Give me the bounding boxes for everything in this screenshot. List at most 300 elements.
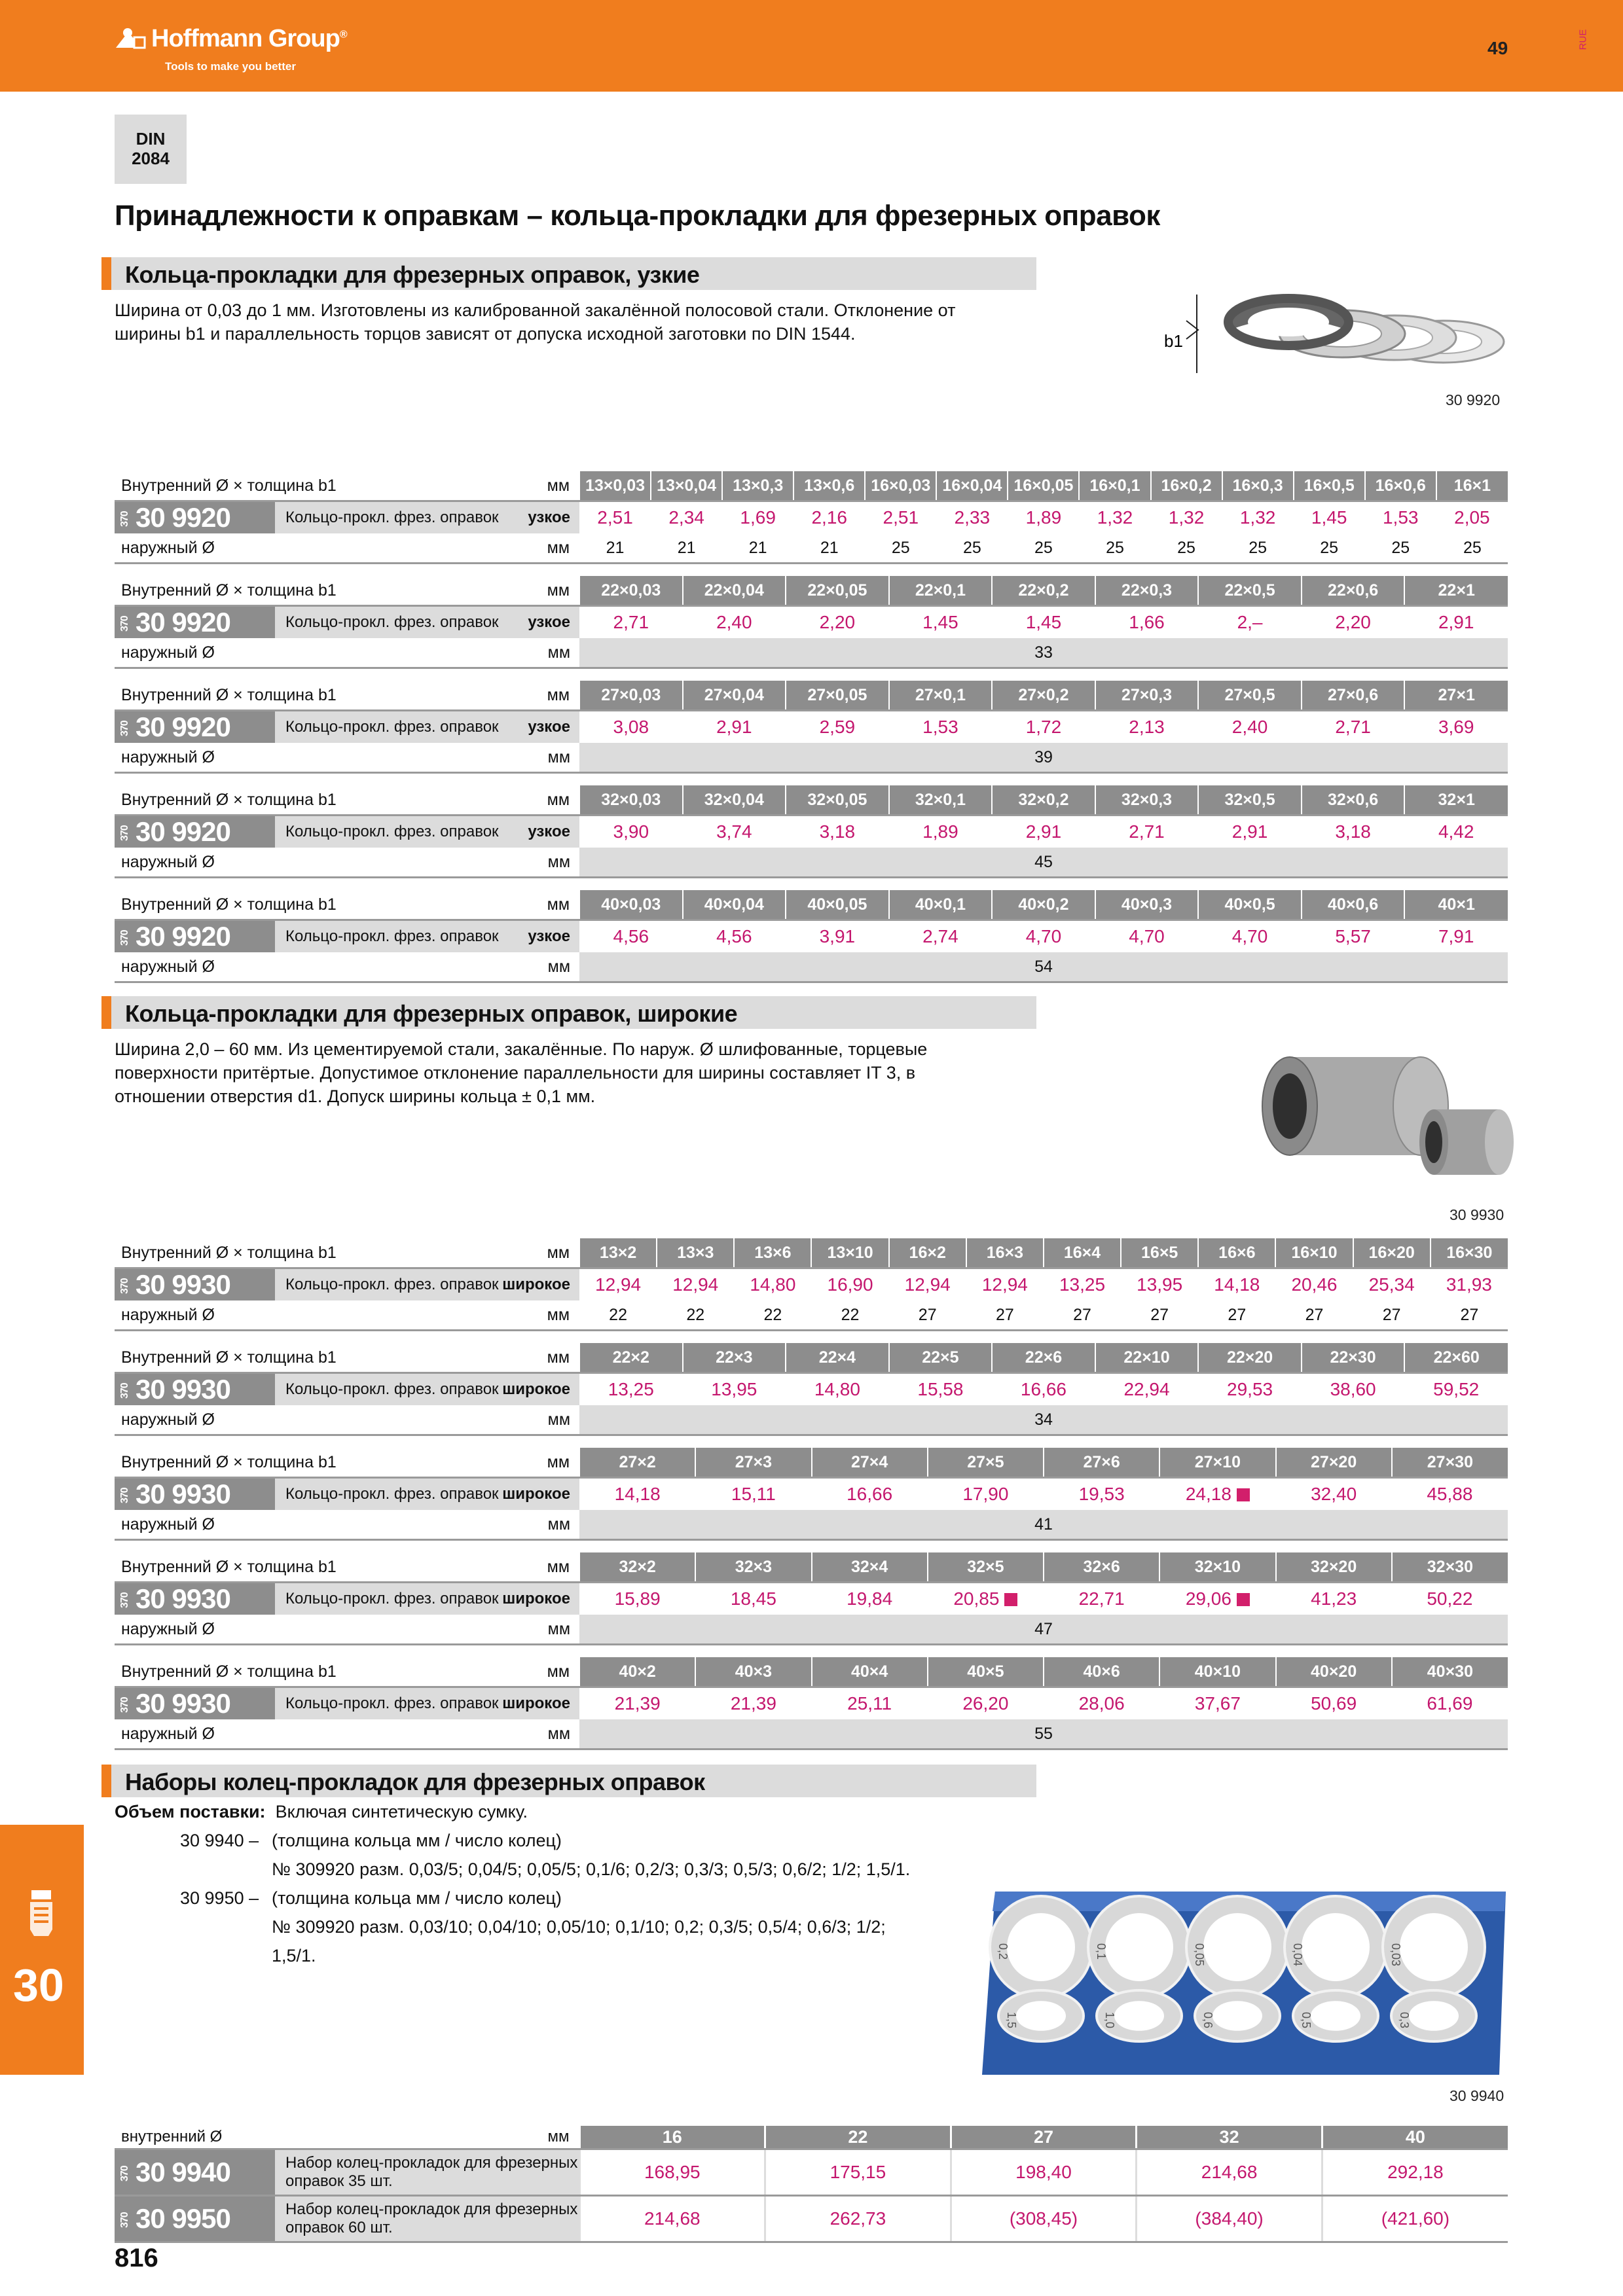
size-cell: 22×0,3 (1095, 576, 1199, 606)
price-value: 15,58 (917, 1379, 964, 1399)
price-cell (936, 501, 1008, 534)
price-cell: 292,18 (1322, 2149, 1508, 2196)
article-prefix: 370 (119, 511, 130, 527)
price-value: 2,71 (1335, 717, 1371, 737)
outer-cell: 34 (579, 1405, 1508, 1435)
desc-line: Ширина 2,0 – 60 мм. Из цементируемой стали, закалённые. По наруж. Ø шлифованные, торцевые (115, 1039, 928, 1059)
size-cell: 32×20 (1276, 1552, 1392, 1583)
mm-label: мм (275, 1238, 579, 1268)
mm-label: мм (275, 638, 579, 668)
price-value: 2,71 (1129, 821, 1165, 842)
price-table (115, 1448, 1508, 1541)
price-value: 22,94 (1123, 1379, 1170, 1399)
size-cell: 22×0,1 (889, 576, 993, 606)
col-header: 32 (1137, 2126, 1322, 2149)
outer-cell: 45 (579, 848, 1508, 878)
supply-label: Объем поставки: (115, 1802, 266, 1821)
inner-label: Внутренний Ø × толщина b1 (115, 1343, 275, 1373)
article-number[interactable] (115, 2196, 275, 2242)
price-cell (889, 1373, 993, 1406)
price-cell (786, 1373, 889, 1406)
article-number[interactable] (115, 920, 275, 953)
article-code: 30 9930 (136, 1479, 230, 1509)
price-value: 4,70 (1129, 926, 1165, 946)
outer-cell: 27 (1198, 1300, 1275, 1331)
article-number[interactable] (115, 2149, 275, 2196)
section-title: Кольца-прокладки для фрезерных оправок, узкие (125, 261, 700, 288)
size-cell: 27×0,3 (1095, 681, 1199, 711)
price-table (115, 681, 1508, 774)
size-cell: 27×0,05 (786, 681, 889, 711)
article-description (275, 920, 579, 953)
outer-cell: 25 (1436, 533, 1508, 564)
price-value: 14,18 (614, 1484, 661, 1504)
article-description (275, 501, 579, 534)
desc-line: поверхности притёртые. Допустимое отклонение параллельности для ширины составляет IT 3, в (115, 1063, 916, 1083)
article-prefix: 370 (119, 1278, 130, 1294)
price-value: 19,84 (847, 1588, 893, 1609)
outer-cell: 27 (1275, 1300, 1353, 1331)
size-cell: 40×3 (695, 1657, 811, 1687)
size-cell: 27×0,2 (992, 681, 1095, 711)
price-cell (928, 1687, 1044, 1720)
ring-kind: широкое (502, 1485, 570, 1503)
price-value: 1,32 (1097, 507, 1133, 528)
price-value: 14,80 (750, 1274, 796, 1295)
size-cell: 13×0,3 (722, 471, 793, 501)
article-number[interactable] (115, 1583, 275, 1615)
size-cell: 27×0,03 (579, 681, 683, 711)
price-cell (695, 1687, 811, 1720)
price-table (115, 1552, 1508, 1645)
mm-label: мм (275, 1300, 579, 1331)
brand-logo: Hoffmann Group® (115, 25, 347, 53)
price-value: 2,– (1237, 612, 1263, 632)
size-cell: 32×0,5 (1198, 785, 1302, 816)
price-value: 45,88 (1427, 1484, 1473, 1504)
price-cell (992, 816, 1095, 848)
size-cell: 32×3 (695, 1552, 811, 1583)
price-cell (1404, 816, 1508, 848)
price-cell (1302, 816, 1405, 848)
article-description (275, 1687, 579, 1720)
price-cell (1159, 1583, 1275, 1615)
b1-label: b1 (1164, 331, 1183, 351)
col-header: 16 (579, 2126, 765, 2149)
size-cell: 13×0,04 (651, 471, 722, 501)
inner-label: Внутренний Ø × толщина b1 (115, 681, 275, 711)
price-cell (992, 711, 1095, 744)
price-value: 4,70 (1025, 926, 1062, 946)
mm-label: мм (275, 743, 579, 773)
price-cell (928, 1478, 1044, 1511)
outer-label: наружный Ø (115, 1719, 275, 1749)
outer-cell: 22 (579, 1300, 657, 1331)
article-description (275, 711, 579, 744)
price-value: 3,91 (819, 926, 856, 946)
price-cell (786, 606, 889, 639)
set-row (115, 2196, 1508, 2242)
outer-cell: 21 (722, 533, 793, 564)
price-cell (1222, 501, 1294, 534)
price-value: 32,40 (1311, 1484, 1357, 1504)
article-code: 30 9930 (136, 1688, 230, 1719)
price-cell (579, 1268, 657, 1301)
price-cell (992, 920, 1095, 953)
price-value: 21,39 (730, 1693, 776, 1713)
wide-description (115, 1037, 1044, 1108)
size-cell: 40×0,6 (1302, 890, 1405, 920)
price-value: 1,53 (1382, 507, 1419, 528)
sets-table (115, 2126, 1508, 2243)
size-cell: 32×0,05 (786, 785, 889, 816)
price-value: 13,25 (1059, 1274, 1106, 1295)
size-cell: 32×0,6 (1302, 785, 1405, 816)
price-cell (786, 920, 889, 953)
mm-label: мм (275, 576, 579, 606)
price-cell (1198, 1268, 1275, 1301)
size-cell: 16×0,3 (1222, 471, 1294, 501)
article-code: 30 9920 (136, 502, 230, 533)
svg-text:0,1: 0,1 (1095, 1943, 1108, 1960)
outer-cell: 25 (1079, 533, 1150, 564)
price-cell (1159, 1687, 1275, 1720)
outer-cell: 21 (651, 533, 722, 564)
price-cell (1159, 1478, 1275, 1511)
price-cell (1404, 606, 1508, 639)
size-cell: 32×4 (812, 1552, 928, 1583)
price-value: 38,60 (1330, 1379, 1376, 1399)
narrow-shim-image (1159, 281, 1512, 386)
desc-text: Кольцо-прокл. фрез. оправок (285, 1485, 499, 1503)
price-value: 29,06 (1185, 1588, 1231, 1609)
article-number[interactable] (115, 501, 275, 534)
price-table (115, 890, 1508, 983)
outer-label: наружный Ø (115, 743, 275, 773)
article-description (275, 1478, 579, 1511)
size-cell: 27×5 (928, 1448, 1044, 1478)
section-title: Наборы колец-прокладок для фрезерных оправок (125, 1768, 705, 1795)
price-value: 14,80 (814, 1379, 860, 1399)
article-description (275, 1268, 579, 1301)
article-prefix: 370 (119, 825, 130, 841)
size-cell: 16×0,2 (1151, 471, 1222, 501)
size-cell: 40×0,04 (683, 890, 786, 920)
article-number[interactable] (115, 1373, 275, 1406)
price-value: 2,05 (1454, 507, 1490, 528)
price-value: 2,13 (1129, 717, 1165, 737)
price-cell (1095, 816, 1199, 848)
size-cell: 32×0,1 (889, 785, 993, 816)
price-value: 59,52 (1433, 1379, 1480, 1399)
price-cell (812, 1478, 928, 1511)
price-cell (1044, 1268, 1121, 1301)
size-cell: 22×30 (1302, 1343, 1405, 1373)
price-cell (683, 920, 786, 953)
size-cell: 13×0,03 (579, 471, 651, 501)
article-description (275, 606, 579, 639)
price-value: 2,20 (1335, 612, 1371, 632)
price-value: 13,95 (1137, 1274, 1183, 1295)
size-cell: 22×0,04 (683, 576, 786, 606)
ring-kind: узкое (528, 927, 570, 945)
size-cell: 16×0,1 (1079, 471, 1150, 501)
article-prefix: 370 (119, 1383, 130, 1399)
size-cell: 16×0,5 (1294, 471, 1365, 501)
svg-text:1,0: 1,0 (1103, 2012, 1116, 2029)
size-cell: 13×10 (811, 1238, 888, 1268)
size-cell: 16×1 (1436, 471, 1508, 501)
outer-cell: 25 (936, 533, 1008, 564)
price-cell (1044, 1478, 1159, 1511)
shim-ring (998, 1990, 1084, 2041)
price-cell (1095, 1373, 1199, 1406)
ring-kind: широкое (502, 1590, 570, 1607)
price-cell (1392, 1583, 1508, 1615)
article-description (275, 1583, 579, 1615)
price-value: 1,45 (922, 612, 958, 632)
price-value: 37,67 (1194, 1693, 1241, 1713)
price-cell (579, 1687, 695, 1720)
price-cell (734, 1268, 811, 1301)
inner-label: Внутренний Ø × толщина b1 (115, 1448, 275, 1478)
article-number[interactable] (115, 711, 275, 744)
size-cell: 16×4 (1044, 1238, 1121, 1268)
article-number[interactable] (115, 816, 275, 848)
price-value: 31,93 (1446, 1274, 1492, 1295)
set-line: (толщина кольца мм / число колец) (272, 1888, 562, 1908)
size-cell: 13×0,6 (793, 471, 865, 501)
size-cell: 22×0,6 (1302, 576, 1405, 606)
size-cell: 16×0,04 (936, 471, 1008, 501)
page-title: Принадлежности к оправкам – кольца-прокладки для фрезерных оправок (115, 200, 1160, 232)
size-cell: 32×6 (1044, 1552, 1159, 1583)
ring-kind: узкое (528, 718, 570, 736)
size-cell: 27×2 (579, 1448, 695, 1478)
size-cell: 22×0,05 (786, 576, 889, 606)
price-cell (1095, 711, 1199, 744)
price-cell (579, 1373, 683, 1406)
outer-cell: 27 (1121, 1300, 1198, 1331)
price-cell (1044, 1687, 1159, 1720)
size-cell: 16×5 (1121, 1238, 1198, 1268)
price-value: 2,91 (716, 717, 752, 737)
article-number[interactable] (115, 1268, 275, 1301)
outer-label: наружный Ø (115, 848, 275, 878)
price-cell (1198, 711, 1302, 744)
new-marker-icon (1237, 1488, 1250, 1501)
price-value: 2,16 (811, 507, 847, 528)
price-value: 1,45 (1025, 612, 1062, 632)
price-value: 61,69 (1427, 1693, 1473, 1713)
price-cell (579, 816, 683, 848)
size-cell: 22×0,5 (1198, 576, 1302, 606)
price-cell (812, 1687, 928, 1720)
price-value: 50,22 (1427, 1588, 1473, 1609)
price-cell (1008, 501, 1079, 534)
price-cell (579, 920, 683, 953)
price-value: 20,46 (1291, 1274, 1338, 1295)
desc-line: ширины b1 и параллельность торцов зависят от допуска исходной заготовки по DIN 1544. (115, 324, 856, 344)
size-cell: 22×0,03 (579, 576, 683, 606)
size-cell: 27×0,6 (1302, 681, 1405, 711)
article-prefix: 370 (119, 1592, 130, 1608)
price-cell (889, 711, 993, 744)
desc-text: Кольцо-прокл. фрез. оправок (285, 1380, 499, 1398)
price-cell (683, 711, 786, 744)
price-table (115, 576, 1508, 669)
price-cell: 198,40 (951, 2149, 1137, 2196)
price-cell (579, 711, 683, 744)
price-cell (966, 1268, 1044, 1301)
size-cell: 16×3 (966, 1238, 1044, 1268)
price-value: 24,18 (1185, 1484, 1231, 1504)
set-line: 30 9950 – (180, 1888, 259, 1908)
price-cell (1404, 1373, 1508, 1406)
size-cell: 16×0,03 (865, 471, 936, 501)
chapter-number: 30 (13, 1960, 64, 2011)
new-marker-icon (1237, 1593, 1250, 1606)
outer-label: наружный Ø (115, 952, 275, 982)
outer-cell: 27 (889, 1300, 966, 1331)
outer-label: наружный Ø (115, 1510, 275, 1540)
price-cell (695, 1478, 811, 1511)
size-cell: 32×1 (1404, 785, 1508, 816)
shim-ring (990, 1896, 1092, 1998)
price-value: 41,23 (1311, 1588, 1357, 1609)
price-cell (1151, 501, 1222, 534)
outer-cell: 21 (579, 533, 651, 564)
mm-label: мм (275, 1719, 579, 1749)
size-cell: 40×0,03 (579, 890, 683, 920)
article-description (275, 1373, 579, 1406)
outer-label: наружный Ø (115, 1300, 275, 1331)
size-cell: 22×6 (992, 1343, 1095, 1373)
col-header: 27 (951, 2126, 1137, 2149)
size-cell: 40×0,5 (1198, 890, 1302, 920)
size-cell: 27×0,5 (1198, 681, 1302, 711)
price-cell (992, 606, 1095, 639)
article-prefix: 370 (119, 1697, 130, 1713)
size-cell: 16×2 (889, 1238, 966, 1268)
price-value: 12,94 (981, 1274, 1028, 1295)
price-value: 1,72 (1025, 717, 1062, 737)
price-value: 2,91 (1025, 821, 1062, 842)
outer-label: наружный Ø (115, 533, 275, 564)
price-cell: (308,45) (951, 2196, 1137, 2242)
price-value: 13,95 (711, 1379, 757, 1399)
desc-text: Кольцо-прокл. фрез. оправок (285, 613, 499, 631)
size-cell: 16×0,05 (1008, 471, 1079, 501)
price-cell (683, 606, 786, 639)
price-cell (1095, 920, 1199, 953)
price-value: 17,90 (962, 1484, 1009, 1504)
outer-cell: 22 (811, 1300, 888, 1331)
size-cell: 32×10 (1159, 1552, 1275, 1583)
price-cell (1392, 1687, 1508, 1720)
price-value: 1,32 (1168, 507, 1205, 528)
desc-text: Кольцо-прокл. фрез. оправок (285, 823, 499, 840)
size-cell: 16×30 (1431, 1238, 1508, 1268)
set-line: № 309920 разм. 0,03/5; 0,04/5; 0,05/5; 0,1/6; 0,2/3; 0,3/3; 0,5/3; 0,6/2; 1/2; 1,5/1. (272, 1859, 911, 1879)
ring-kind: широкое (502, 1695, 570, 1712)
svg-text:0,03: 0,03 (1389, 1943, 1402, 1967)
price-value: 2,91 (1438, 612, 1474, 632)
outer-cell: 25 (1222, 533, 1294, 564)
price-cell (722, 501, 793, 534)
price-value: 2,40 (1231, 717, 1268, 737)
size-cell: 22×20 (1198, 1343, 1302, 1373)
svg-text:0,2: 0,2 (996, 1943, 1010, 1960)
sets-ref: 30 9940 (1450, 2087, 1504, 2104)
inner-label: Внутренний Ø × толщина b1 (115, 890, 275, 920)
article-prefix: 370 (119, 1488, 130, 1503)
price-table (115, 471, 1508, 564)
set-description: Набор колец-прокладок для фрезерных оправок 35 шт. (275, 2149, 579, 2196)
price-value: 1,69 (740, 507, 776, 528)
price-value: 14,18 (1214, 1274, 1260, 1295)
price-value: 12,94 (672, 1274, 719, 1295)
wide-shim-image (1257, 1037, 1519, 1194)
price-cell (992, 1373, 1095, 1406)
narrow-ref: 30 9920 (1446, 391, 1501, 408)
outer-cell: 21 (793, 533, 865, 564)
outer-cell: 27 (966, 1300, 1044, 1331)
size-cell: 32×5 (928, 1552, 1044, 1583)
size-cell: 32×0,03 (579, 785, 683, 816)
price-table (115, 1657, 1508, 1750)
price-cell: 214,68 (1137, 2149, 1322, 2196)
article-number[interactable] (115, 1478, 275, 1511)
set-line: № 309920 разм. 0,03/10; 0,04/10; 0,05/10; 0,1/10; 0,2; 0,3/5; 0,5/4; 0,6/3; 1/2; (272, 1917, 886, 1937)
ring-kind: узкое (528, 613, 570, 631)
price-cell (1302, 920, 1405, 953)
ring-kind: широкое (502, 1380, 570, 1398)
inner-label: Внутренний Ø × толщина b1 (115, 576, 275, 606)
price-cell (1404, 920, 1508, 953)
size-cell: 22×4 (786, 1343, 889, 1373)
shim-set-bag-image (976, 1885, 1512, 2081)
region-code: RUE (1577, 29, 1589, 50)
article-code: 30 9950 (136, 2203, 230, 2234)
article-number[interactable] (115, 606, 275, 639)
price-value: 16,66 (1020, 1379, 1067, 1399)
chapter-tab[interactable] (0, 1825, 84, 2075)
set-line: (толщина кольца мм / число колец) (272, 1831, 562, 1850)
shim-ring (1097, 1990, 1182, 2041)
mm-label: мм (275, 1343, 579, 1373)
size-cell: 27×6 (1044, 1448, 1159, 1478)
price-cell (1302, 1373, 1405, 1406)
price-value: 2,51 (597, 507, 633, 528)
din-badge (115, 115, 187, 184)
article-code: 30 9920 (136, 711, 230, 742)
set-line: 30 9940 – (180, 1831, 259, 1850)
mm-label: мм (275, 848, 579, 878)
svg-text:0,04: 0,04 (1291, 1943, 1304, 1967)
price-value: 3,18 (1335, 821, 1371, 842)
outer-cell: 25 (1294, 533, 1365, 564)
outer-cell: 47 (579, 1615, 1508, 1645)
size-cell: 22×3 (683, 1343, 786, 1373)
price-cell (1276, 1583, 1392, 1615)
price-cell (889, 1268, 966, 1301)
price-cell (1404, 711, 1508, 744)
price-cell (1365, 501, 1436, 534)
price-value: 3,69 (1438, 717, 1474, 737)
desc-text: Кольцо-прокл. фрез. оправок (285, 718, 499, 736)
article-number[interactable] (115, 1687, 275, 1720)
